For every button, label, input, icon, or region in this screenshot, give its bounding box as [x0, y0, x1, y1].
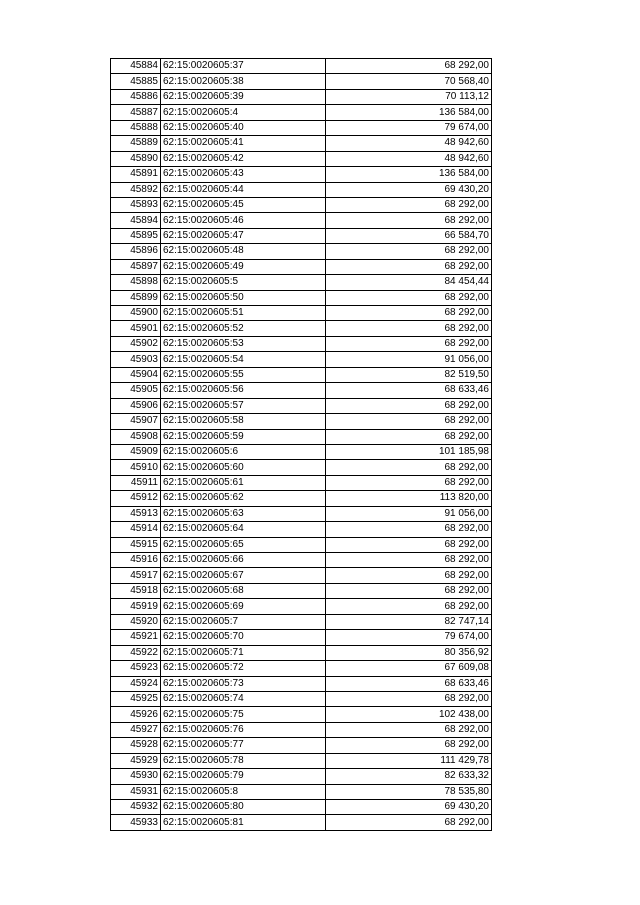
- row-id-cell: 45929: [111, 753, 161, 768]
- value-cell: 91 056,00: [326, 352, 492, 367]
- value-cell: 102 438,00: [326, 707, 492, 722]
- value-cell: 66 584,70: [326, 228, 492, 243]
- value-cell: 68 292,00: [326, 722, 492, 737]
- cadastral-number-cell: 62:15:0020605:77: [161, 738, 326, 753]
- cadastral-number-cell: 62:15:0020605:43: [161, 167, 326, 182]
- cadastral-number-cell: 62:15:0020605:79: [161, 769, 326, 784]
- table-row: [111, 800, 492, 815]
- table-row: [111, 722, 492, 737]
- table-row: [111, 74, 492, 89]
- value-cell: 68 633,46: [326, 676, 492, 691]
- cadastral-number-cell: 62:15:0020605:6: [161, 444, 326, 459]
- value-cell: 68 292,00: [326, 336, 492, 351]
- row-id-cell: 45897: [111, 259, 161, 274]
- value-cell: 68 292,00: [326, 553, 492, 568]
- cadastral-number-cell: 62:15:0020605:54: [161, 352, 326, 367]
- table-row: [111, 568, 492, 583]
- table-row: [111, 475, 492, 490]
- value-cell: 82 519,50: [326, 367, 492, 382]
- table-row: [111, 630, 492, 645]
- row-id-cell: 45902: [111, 336, 161, 351]
- value-cell: 136 584,00: [326, 105, 492, 120]
- row-id-cell: 45888: [111, 120, 161, 135]
- cadastral-number-cell: 62:15:0020605:69: [161, 599, 326, 614]
- cadastral-number-cell: 62:15:0020605:48: [161, 244, 326, 259]
- row-id-cell: 45913: [111, 506, 161, 521]
- table-row: [111, 522, 492, 537]
- table-row: [111, 290, 492, 305]
- cadastral-number-cell: 62:15:0020605:67: [161, 568, 326, 583]
- value-cell: 70 113,12: [326, 89, 492, 104]
- table-row: [111, 429, 492, 444]
- cadastral-number-cell: 62:15:0020605:53: [161, 336, 326, 351]
- table-row: [111, 120, 492, 135]
- value-cell: 68 292,00: [326, 522, 492, 537]
- value-cell: 82 747,14: [326, 614, 492, 629]
- row-id-cell: 45932: [111, 800, 161, 815]
- row-id-cell: 45889: [111, 136, 161, 151]
- cadastral-number-cell: 62:15:0020605:65: [161, 537, 326, 552]
- cadastral-number-cell: 62:15:0020605:60: [161, 460, 326, 475]
- table-row: [111, 167, 492, 182]
- row-id-cell: 45919: [111, 599, 161, 614]
- cadastral-number-cell: 62:15:0020605:56: [161, 383, 326, 398]
- table-row: [111, 414, 492, 429]
- row-id-cell: 45895: [111, 228, 161, 243]
- value-cell: 78 535,80: [326, 784, 492, 799]
- cadastral-number-cell: 62:15:0020605:44: [161, 182, 326, 197]
- table-row: [111, 815, 492, 830]
- value-cell: 68 292,00: [326, 599, 492, 614]
- table-row: [111, 244, 492, 259]
- cadastral-number-cell: 62:15:0020605:59: [161, 429, 326, 444]
- value-cell: 113 820,00: [326, 491, 492, 506]
- row-id-cell: 45928: [111, 738, 161, 753]
- cadastral-number-cell: 62:15:0020605:49: [161, 259, 326, 274]
- table-row: [111, 105, 492, 120]
- row-id-cell: 45886: [111, 89, 161, 104]
- table-row: [111, 614, 492, 629]
- table-row: [111, 444, 492, 459]
- row-id-cell: 45891: [111, 167, 161, 182]
- row-id-cell: 45918: [111, 583, 161, 598]
- table-row: [111, 691, 492, 706]
- value-cell: 111 429,78: [326, 753, 492, 768]
- cadastral-number-cell: 62:15:0020605:78: [161, 753, 326, 768]
- cadastral-number-cell: 62:15:0020605:4: [161, 105, 326, 120]
- value-cell: 79 674,00: [326, 120, 492, 135]
- value-cell: 79 674,00: [326, 630, 492, 645]
- table-row: [111, 753, 492, 768]
- row-id-cell: 45926: [111, 707, 161, 722]
- value-cell: 48 942,60: [326, 151, 492, 166]
- table-row: [111, 151, 492, 166]
- value-cell: 68 292,00: [326, 414, 492, 429]
- value-cell: 91 056,00: [326, 506, 492, 521]
- cadastral-number-cell: 62:15:0020605:46: [161, 213, 326, 228]
- cadastral-number-cell: 62:15:0020605:51: [161, 306, 326, 321]
- table-row: [111, 537, 492, 552]
- row-id-cell: 45912: [111, 491, 161, 506]
- value-cell: 48 942,60: [326, 136, 492, 151]
- table-row: [111, 367, 492, 382]
- row-id-cell: 45920: [111, 614, 161, 629]
- cadastral-number-cell: 62:15:0020605:73: [161, 676, 326, 691]
- value-cell: 68 633,46: [326, 383, 492, 398]
- value-cell: 68 292,00: [326, 568, 492, 583]
- row-id-cell: 45922: [111, 645, 161, 660]
- cadastral-number-cell: 62:15:0020605:72: [161, 661, 326, 676]
- cadastral-number-cell: 62:15:0020605:61: [161, 475, 326, 490]
- cadastral-number-cell: 62:15:0020605:63: [161, 506, 326, 521]
- row-id-cell: 45931: [111, 784, 161, 799]
- table-row: [111, 275, 492, 290]
- row-id-cell: 45903: [111, 352, 161, 367]
- table-row: [111, 321, 492, 336]
- cadastral-number-cell: 62:15:0020605:42: [161, 151, 326, 166]
- cadastral-number-cell: 62:15:0020605:5: [161, 275, 326, 290]
- value-cell: 68 292,00: [326, 244, 492, 259]
- value-cell: 68 292,00: [326, 429, 492, 444]
- table-row: [111, 398, 492, 413]
- table-row: [111, 506, 492, 521]
- value-cell: 68 292,00: [326, 691, 492, 706]
- row-id-cell: 45890: [111, 151, 161, 166]
- cadastral-number-cell: 62:15:0020605:47: [161, 228, 326, 243]
- table-row: [111, 491, 492, 506]
- row-id-cell: 45927: [111, 722, 161, 737]
- row-id-cell: 45910: [111, 460, 161, 475]
- row-id-cell: 45933: [111, 815, 161, 830]
- table-row: [111, 583, 492, 598]
- row-id-cell: 45915: [111, 537, 161, 552]
- value-cell: 68 292,00: [326, 59, 492, 74]
- row-id-cell: 45887: [111, 105, 161, 120]
- row-id-cell: 45885: [111, 74, 161, 89]
- cadastral-number-cell: 62:15:0020605:74: [161, 691, 326, 706]
- value-cell: 80 356,92: [326, 645, 492, 660]
- cadastral-number-cell: 62:15:0020605:66: [161, 553, 326, 568]
- value-cell: 68 292,00: [326, 306, 492, 321]
- row-id-cell: 45892: [111, 182, 161, 197]
- row-id-cell: 45906: [111, 398, 161, 413]
- row-id-cell: 45921: [111, 630, 161, 645]
- value-cell: 68 292,00: [326, 815, 492, 830]
- row-id-cell: 45908: [111, 429, 161, 444]
- table-row: [111, 59, 492, 74]
- row-id-cell: 45898: [111, 275, 161, 290]
- value-cell: 68 292,00: [326, 290, 492, 305]
- row-id-cell: 45899: [111, 290, 161, 305]
- table-row: [111, 707, 492, 722]
- value-cell: 68 292,00: [326, 259, 492, 274]
- value-cell: 68 292,00: [326, 475, 492, 490]
- cadastral-number-cell: 62:15:0020605:39: [161, 89, 326, 104]
- table-row: [111, 738, 492, 753]
- value-cell: 70 568,40: [326, 74, 492, 89]
- cadastral-number-cell: 62:15:0020605:37: [161, 59, 326, 74]
- value-cell: 69 430,20: [326, 182, 492, 197]
- value-cell: 68 292,00: [326, 398, 492, 413]
- value-cell: 68 292,00: [326, 197, 492, 212]
- table-row: [111, 352, 492, 367]
- row-id-cell: 45901: [111, 321, 161, 336]
- value-cell: 69 430,20: [326, 800, 492, 815]
- row-id-cell: 45923: [111, 661, 161, 676]
- cadastral-number-cell: 62:15:0020605:7: [161, 614, 326, 629]
- table-row: [111, 306, 492, 321]
- row-id-cell: 45905: [111, 383, 161, 398]
- row-id-cell: 45930: [111, 769, 161, 784]
- cadastral-number-cell: 62:15:0020605:64: [161, 522, 326, 537]
- table-row: [111, 336, 492, 351]
- row-id-cell: 45893: [111, 197, 161, 212]
- table-row: [111, 769, 492, 784]
- table-row: [111, 136, 492, 151]
- cadastral-number-cell: 62:15:0020605:50: [161, 290, 326, 305]
- row-id-cell: 45911: [111, 475, 161, 490]
- data-table: [110, 58, 492, 831]
- row-id-cell: 45925: [111, 691, 161, 706]
- cadastral-number-cell: 62:15:0020605:81: [161, 815, 326, 830]
- row-id-cell: 45896: [111, 244, 161, 259]
- row-id-cell: 45907: [111, 414, 161, 429]
- table-row: [111, 228, 492, 243]
- value-cell: 84 454,44: [326, 275, 492, 290]
- value-cell: 68 292,00: [326, 537, 492, 552]
- value-cell: 68 292,00: [326, 583, 492, 598]
- cadastral-number-cell: 62:15:0020605:38: [161, 74, 326, 89]
- cadastral-number-cell: 62:15:0020605:62: [161, 491, 326, 506]
- table-row: [111, 676, 492, 691]
- cadastral-number-cell: 62:15:0020605:80: [161, 800, 326, 815]
- cadastral-number-cell: 62:15:0020605:40: [161, 120, 326, 135]
- cadastral-number-cell: 62:15:0020605:76: [161, 722, 326, 737]
- value-cell: 136 584,00: [326, 167, 492, 182]
- cadastral-number-cell: 62:15:0020605:70: [161, 630, 326, 645]
- cadastral-number-cell: 62:15:0020605:8: [161, 784, 326, 799]
- table-row: [111, 661, 492, 676]
- row-id-cell: 45904: [111, 367, 161, 382]
- table-row: [111, 460, 492, 475]
- row-id-cell: 45917: [111, 568, 161, 583]
- table-row: [111, 383, 492, 398]
- row-id-cell: 45900: [111, 306, 161, 321]
- value-cell: 68 292,00: [326, 213, 492, 228]
- table-row: [111, 259, 492, 274]
- cadastral-number-cell: 62:15:0020605:41: [161, 136, 326, 151]
- cadastral-number-cell: 62:15:0020605:68: [161, 583, 326, 598]
- value-cell: 68 292,00: [326, 738, 492, 753]
- cadastral-number-cell: 62:15:0020605:45: [161, 197, 326, 212]
- cadastral-number-cell: 62:15:0020605:55: [161, 367, 326, 382]
- row-id-cell: 45884: [111, 59, 161, 74]
- table-row: [111, 645, 492, 660]
- cadastral-number-cell: 62:15:0020605:71: [161, 645, 326, 660]
- table-row: [111, 197, 492, 212]
- value-cell: 68 292,00: [326, 321, 492, 336]
- row-id-cell: 45909: [111, 444, 161, 459]
- table-row: [111, 89, 492, 104]
- table-row: [111, 213, 492, 228]
- table-row: [111, 784, 492, 799]
- cadastral-number-cell: 62:15:0020605:57: [161, 398, 326, 413]
- cadastral-number-cell: 62:15:0020605:58: [161, 414, 326, 429]
- row-id-cell: 45924: [111, 676, 161, 691]
- table-body: [111, 59, 492, 831]
- value-cell: 101 185,98: [326, 444, 492, 459]
- row-id-cell: 45914: [111, 522, 161, 537]
- value-cell: 82 633,32: [326, 769, 492, 784]
- row-id-cell: 45916: [111, 553, 161, 568]
- table-row: [111, 599, 492, 614]
- value-cell: 68 292,00: [326, 460, 492, 475]
- row-id-cell: 45894: [111, 213, 161, 228]
- cadastral-number-cell: 62:15:0020605:75: [161, 707, 326, 722]
- value-cell: 67 609,08: [326, 661, 492, 676]
- cadastral-number-cell: 62:15:0020605:52: [161, 321, 326, 336]
- table-row: [111, 553, 492, 568]
- table-row: [111, 182, 492, 197]
